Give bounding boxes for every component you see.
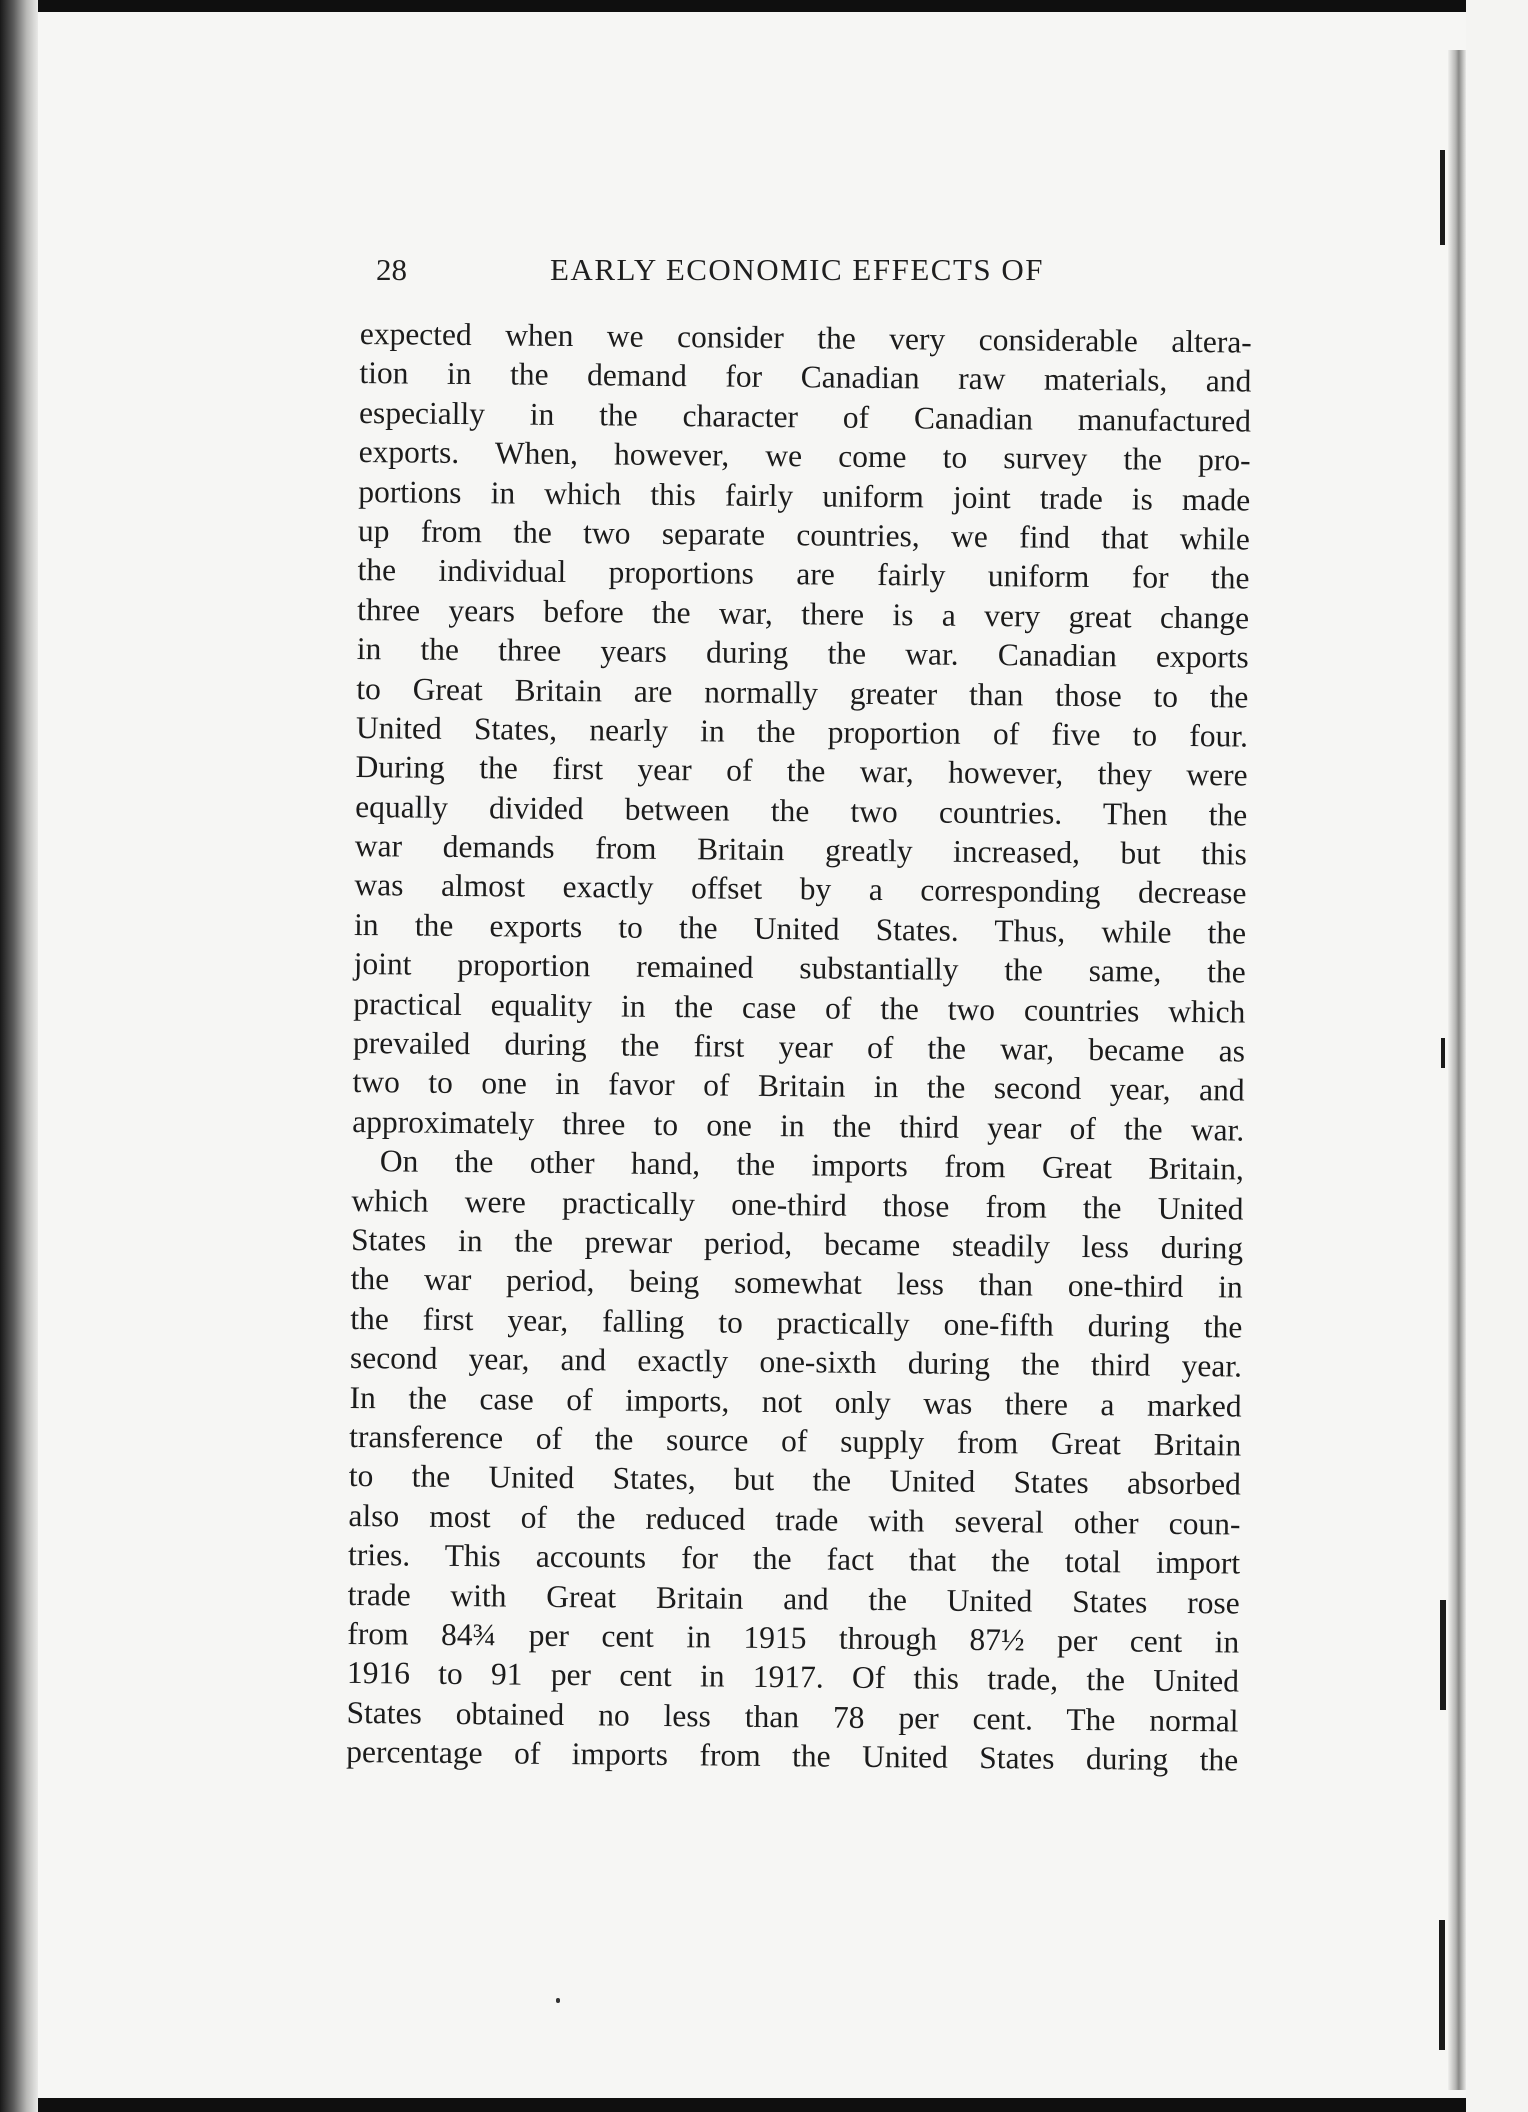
text-line: the first year, falling to practically one-fifth during the bbox=[350, 1300, 1243, 1345]
text-line: in the exports to the United States. Thus, while the bbox=[353, 906, 1247, 951]
text-line: to the United States, but the United States absorbed bbox=[348, 1458, 1241, 1502]
page-edge-right bbox=[1448, 50, 1466, 2090]
text-line: war demands from Britain greatly increased, but this bbox=[354, 828, 1248, 872]
body-text bbox=[346, 314, 1252, 1780]
text-line: 1916 to 91 per cent in 1917. Of this trade, the United bbox=[346, 1655, 1240, 1699]
text-line: practical equality in the case of the two countries which bbox=[353, 985, 1246, 1030]
text-line: to Great Britain are normally greater than those to the bbox=[356, 670, 1249, 715]
text-line: exports. When, however, we come to survey the pro- bbox=[358, 434, 1251, 478]
text-line: which were practically one-third those from the United bbox=[351, 1182, 1244, 1227]
page-margin-right bbox=[1466, 0, 1528, 2112]
text-line: tries. This accounts for the fact that the total import bbox=[347, 1537, 1241, 1581]
text-line: three years before the war, there is a very great change bbox=[356, 591, 1250, 636]
page-edge-mark bbox=[1441, 1038, 1445, 1068]
ink-speck bbox=[556, 1998, 560, 2003]
text-line: two to one in favor of Britain in the second year, and bbox=[352, 1064, 1245, 1108]
text-line: transference of the source of supply from Great Britain bbox=[349, 1418, 1242, 1463]
running-head: EARLY ECONOMIC EFFECTS OF bbox=[550, 252, 1044, 287]
page-edge-mark bbox=[1439, 1920, 1445, 2050]
text-line: In the case of imports, not only was there a marked bbox=[349, 1379, 1242, 1424]
text-line: percentage of imports from the United States during the bbox=[346, 1733, 1239, 1778]
page-header bbox=[372, 252, 1252, 302]
text-line: up from the two separate countries, we find that while bbox=[357, 512, 1251, 557]
text-line: During the first year of the war, however, they were bbox=[355, 749, 1248, 793]
text-line: equally divided between the two countries. Then the bbox=[355, 788, 1248, 833]
text-line: was almost exactly offset by a corresponding decrease bbox=[354, 867, 1247, 912]
text-line: States obtained no less than 78 per cent. The normal bbox=[346, 1694, 1239, 1739]
text-line: the war period, being somewhat less than one-third in bbox=[350, 1261, 1243, 1305]
page-edge-mark bbox=[1440, 1600, 1446, 1710]
text-line: approximately three to one in the third year of the war. bbox=[352, 1103, 1245, 1148]
text-line: also most of the reduced trade with several other coun- bbox=[348, 1497, 1241, 1542]
text-line: from 84¾ per cent in 1915 through 87½ per cent in bbox=[347, 1615, 1240, 1660]
text-line: expected when we consider the very considerable altera- bbox=[359, 315, 1252, 360]
text-line: United States, nearly in the proportion of five to four. bbox=[355, 709, 1249, 754]
text-line: the individual proportions are fairly uniform for the bbox=[357, 552, 1250, 596]
page-edge-mark bbox=[1440, 150, 1445, 245]
text-line: prevailed during the first year of the war, became as bbox=[352, 1024, 1246, 1069]
text-line: in the three years during the war. Canadian exports bbox=[356, 631, 1249, 675]
text-line: trade with Great Britain and the United States rose bbox=[347, 1576, 1240, 1621]
text-line: States in the prewar period, became steadily less during bbox=[350, 1221, 1244, 1266]
text-line: second year, and exactly one-sixth during the third year. bbox=[349, 1340, 1243, 1384]
text-line: tion in the demand for Canadian raw materials, and bbox=[359, 355, 1252, 399]
book-binding-shadow bbox=[0, 0, 38, 2112]
text-line: On the other hand, the imports from Great Britain, bbox=[379, 1143, 1244, 1187]
text-line: joint proportion remained substantially the same, the bbox=[353, 946, 1246, 990]
text-line: portions in which this fairly uniform joint trade is made bbox=[358, 473, 1251, 518]
page-number: 28 bbox=[376, 252, 407, 287]
text-line: especially in the character of Canadian manufactured bbox=[358, 394, 1252, 439]
